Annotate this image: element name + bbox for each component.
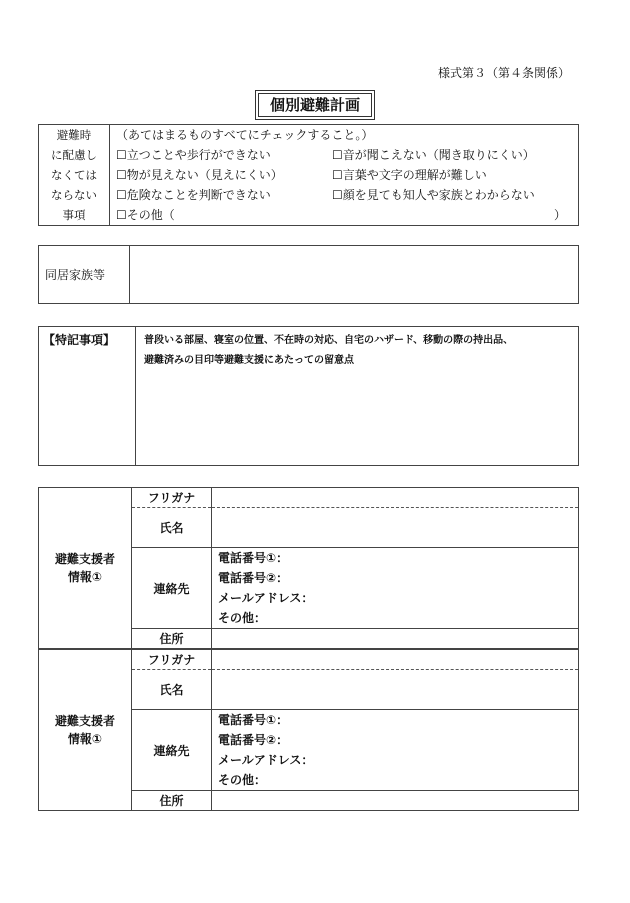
supporter-group-label xyxy=(39,650,132,811)
contact-label: 連絡先 xyxy=(132,710,212,791)
phone1-label: 電話番号①： xyxy=(218,551,289,565)
email-label: メールアドレス： xyxy=(218,591,314,605)
email-label: メールアドレス： xyxy=(218,753,314,767)
contact-field[interactable] xyxy=(212,710,579,791)
instruction-text: （あてはまるものすべてにチェックすること。） xyxy=(116,128,374,142)
checkbox-recognition[interactable]: ☐顔を見ても知人や家族とわからない xyxy=(332,188,535,202)
checkbox-hearing[interactable]: ☐音が聞こえない（聞き取りにくい） xyxy=(332,148,535,162)
name-label: 氏名 xyxy=(132,508,212,548)
supporter-table xyxy=(38,649,579,811)
heading-line: 避難時 xyxy=(56,128,92,142)
special-notes-guide-line: 普段いる部屋、寝室の位置、不在時の対応、自宅のハザード、移動の際の持出品、 xyxy=(144,335,514,346)
name-field[interactable] xyxy=(212,670,579,710)
name-label: 氏名 xyxy=(132,670,212,710)
considerations-table xyxy=(38,124,579,226)
supporter-group-label xyxy=(39,488,132,649)
form-number: 様式第３（第４条関係） xyxy=(438,66,571,80)
furigana-label: フリガナ xyxy=(132,488,212,508)
address-field[interactable] xyxy=(212,629,579,649)
other-contact-label: その他： xyxy=(218,773,267,787)
household-label: 同居家族等 xyxy=(39,246,130,304)
other-contact-label: その他： xyxy=(218,611,267,625)
checkbox-judgement[interactable]: ☐危険なことを判断できない xyxy=(116,188,271,202)
page-title: 個別避難計画 xyxy=(258,93,372,117)
considerations-heading xyxy=(39,125,110,226)
contact-field[interactable] xyxy=(212,548,579,629)
special-notes-field[interactable] xyxy=(136,327,579,466)
household-field[interactable] xyxy=(130,246,579,304)
special-notes-guide-line: 避難済みの目印等避難支援にあたっての留意点 xyxy=(144,355,354,366)
supporter-group-line: 避難支援者 xyxy=(54,552,115,566)
supporter-group-line: 情報① xyxy=(67,570,103,584)
heading-line: ならない xyxy=(51,188,97,202)
heading-line: 事項 xyxy=(62,208,86,222)
considerations-options xyxy=(110,125,579,226)
contact-label: 連絡先 xyxy=(132,548,212,629)
checkbox-language[interactable]: ☐言葉や文字の理解が難しい xyxy=(332,168,487,182)
furigana-field[interactable] xyxy=(212,650,579,670)
name-field[interactable] xyxy=(212,508,579,548)
furigana-label: フリガナ xyxy=(132,650,212,670)
phone2-label: 電話番号②： xyxy=(218,571,289,585)
supporter-group-line: 避難支援者 xyxy=(54,714,115,728)
special-notes-table xyxy=(38,326,579,466)
household-table xyxy=(38,245,579,304)
checkbox-other[interactable]: ☐その他（ xyxy=(116,208,175,222)
heading-line: に配慮し xyxy=(51,148,97,162)
heading-line: なくては xyxy=(51,168,97,182)
supporter-group-line: 情報① xyxy=(67,732,103,746)
supporter-table xyxy=(38,487,579,649)
other-close-paren: ） xyxy=(553,208,566,222)
address-field[interactable] xyxy=(212,791,579,811)
address-label: 住所 xyxy=(132,791,212,811)
checkbox-vision[interactable]: ☐物が見えない（見えにくい） xyxy=(116,168,283,182)
phone1-label: 電話番号①： xyxy=(218,713,289,727)
special-notes-label: 【特記事項】 xyxy=(39,327,136,466)
address-label: 住所 xyxy=(132,629,212,649)
checkbox-walking[interactable]: ☐立つことや歩行ができない xyxy=(116,148,271,162)
furigana-field[interactable] xyxy=(212,488,579,508)
phone2-label: 電話番号②： xyxy=(218,733,289,747)
